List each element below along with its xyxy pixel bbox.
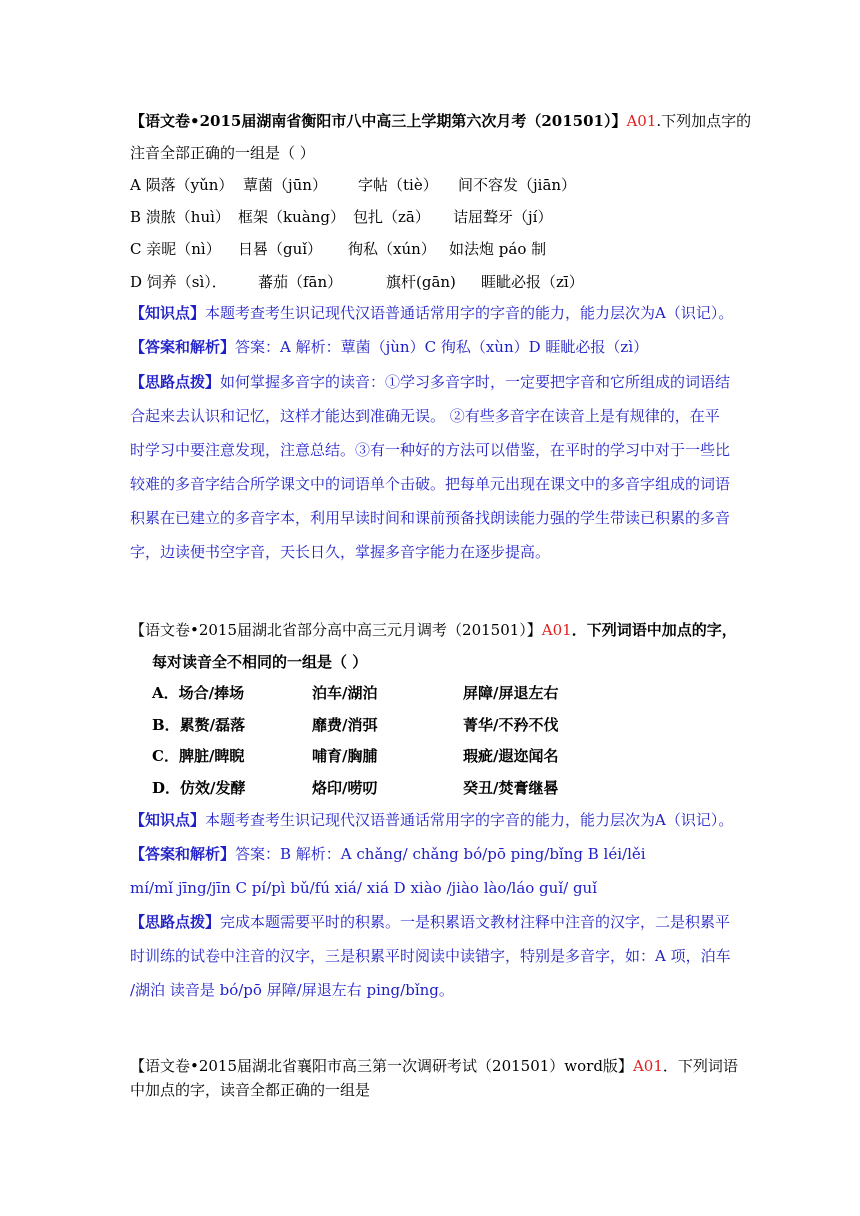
q2-option-c-1: C．脾脏/睥睨 (152, 747, 245, 765)
q1-header (130, 111, 751, 131)
q2-header (130, 620, 737, 640)
q1-source: 【语文卷•2015届湖南省衡阳市八中高三上学期第六次月考（201501）】 (130, 112, 627, 130)
q2-option-a-3: 屏障/屏退左右 (463, 684, 559, 702)
q1-answer (130, 337, 648, 357)
q1-knowledge (130, 303, 733, 323)
q2-knowledge (130, 810, 733, 830)
q1-answer-label: 【答案和解析】 (130, 338, 236, 356)
q2-option-d-2: 烙印/唠叨 (312, 779, 378, 797)
q1-knowledge-text: 本题考查考生识记现代汉语普通话常用字的字音的能力，能力层次为A（识记）。 (205, 304, 734, 322)
q2-idea-text-1: 完成本题需要平时的积累。一是积累语文教材注释中注音的汉字，二是积累平 (220, 913, 731, 931)
q2-knowledge-text: 本题考查考生识记现代汉语普通话常用字的字音的能力，能力层次为A（识记）。 (205, 811, 734, 829)
q1-option-b-4: 诘屈聱牙（jí） (453, 208, 553, 226)
q1-option-b-2: 框架（kuàng） (238, 208, 345, 226)
q2-answer-label: 【答案和解析】 (130, 845, 236, 863)
q3-source: 【语文卷•2015届湖北省襄阳市高三第一次调研考试（201501）word版】 (130, 1057, 633, 1075)
q2-idea-line-1 (130, 912, 730, 932)
q1-idea-line-4: 较难的多音字结合所学课文中的词语单个击破。把每单元出现在课文中的多音字组成的词语 (130, 475, 731, 493)
q2-idea-line-2: 时训练的试卷中注音的汉字，三是积累平时阅读中读错字，特别是多音字，如：A 项，泊车 (130, 947, 731, 965)
q2-option-c-2: 哺育/胸脯 (312, 747, 378, 765)
q1-option-c-2: 日晷（guǐ） (238, 240, 323, 258)
q2-option-a-1: A．场合/捧场 (152, 684, 245, 702)
q1-option-d-1: D 饲养（sì）． (130, 273, 227, 291)
q1-option-d-3: 旗杆(gān) (386, 273, 456, 291)
q1-idea-line-1 (130, 372, 730, 392)
q1-option-d-2: 蕃茄（fān） (258, 273, 343, 291)
q1-code: A01 (626, 112, 657, 130)
q1-option-c-1: C 亲昵（nì） (130, 240, 221, 258)
q2-answer-line-2: mí/mǐ jīng/jīn C pí/pì bǔ/fú xiá/ xiá D xiào /jiào lào/láo guǐ/ guǐ (130, 879, 597, 897)
q1-idea-line-3: 时学习中要注意发现，注意总结。③有一种好的方法可以借鉴，在平时的学习中对于一些比 (130, 441, 731, 459)
q1-idea-text-1: 如何掌握多音字的读音：①学习多音字时，一定要把字音和它所组成的词语结 (220, 373, 731, 391)
q3-stem-2: 中加点的字，读音全都正确的一组是 (130, 1081, 371, 1099)
q2-option-b-2: 靡费/消弭 (312, 716, 378, 734)
q1-idea-label: 【思路点拨】 (130, 373, 221, 391)
q1-option-c-4: 如法炮 páo 制 (449, 240, 547, 258)
q2-option-b-1: B．累赘/磊落 (152, 716, 246, 734)
q1-knowledge-label: 【知识点】 (130, 304, 206, 322)
q1-option-b-1: B 溃脓（huì） (130, 208, 230, 226)
q1-idea-line-6: 字，边读便书空字音，天长日久，掌握多音字能力在逐步提高。 (130, 543, 551, 561)
q2-option-a-2: 泊车/湖泊 (312, 684, 378, 702)
q1-idea-line-5: 积累在已建立的多音字本，利用早读时间和课前预备找朗读能力强的学生带读已积累的多音 (130, 509, 731, 527)
q2-idea-line-3: /湖泊 读音是 bó/pō 屏障/屏退左右 ping/bǐng。 (130, 981, 454, 999)
q2-option-d-1: D．仿效/发酵 (152, 779, 246, 797)
q1-option-a-4: 间不容发（jiān） (458, 176, 577, 194)
q1-stem-1: .下列加点字的 (656, 112, 752, 130)
q2-source: 【语文卷•2015届湖北省部分高中高三元月调考（201501）】 (130, 621, 542, 639)
q1-stem-2: 注音全部正确的一组是（ ） (130, 144, 315, 162)
q2-knowledge-label: 【知识点】 (130, 811, 206, 829)
q2-option-d-3: 癸丑/焚膏继晷 (463, 779, 559, 797)
q2-answer-line-1 (130, 844, 646, 864)
q1-option-a-1: A 陨落（yǔn） (130, 176, 234, 194)
q2-idea-label: 【思路点拨】 (130, 913, 221, 931)
q2-option-c-3: 瑕疵/遐迩闻名 (463, 747, 559, 765)
q2-stem-2: 每对读音全不相同的一组是（ ） (152, 653, 368, 671)
q2-stem-1: ．下列词语中加点的字， (571, 621, 737, 639)
q1-option-a-3: 字帖（tiè） (358, 176, 438, 194)
q1-idea-line-2: 合起来去认识和记忆，这样才能达到准确无误。 ②有些多音字在读音上是有规律的，在平 (130, 407, 720, 425)
q2-answer-text-1: 答案：B 解析：A chǎng/ chǎng bó/pō ping/bǐng B léi/lěi (235, 845, 646, 863)
q3-header (130, 1056, 738, 1076)
q1-option-b-3: 包扎（zā） (353, 208, 430, 226)
q3-code: A01 (632, 1057, 663, 1075)
q1-answer-text: 答案：A 解析：蕈菌（jùn）C 徇私（xùn）D 睚眦必报（zì） (235, 338, 649, 356)
q2-code: A01 (541, 621, 572, 639)
q1-option-c-3: 徇私（xún） (348, 240, 436, 258)
q1-option-a-2: 蕈菌（jūn） (243, 176, 327, 194)
q3-stem-1: ．下列词语 (662, 1057, 738, 1075)
q1-option-d-4: 睚眦必报（zī） (481, 273, 584, 291)
q2-option-b-3: 菁华/不矜不伐 (463, 716, 559, 734)
